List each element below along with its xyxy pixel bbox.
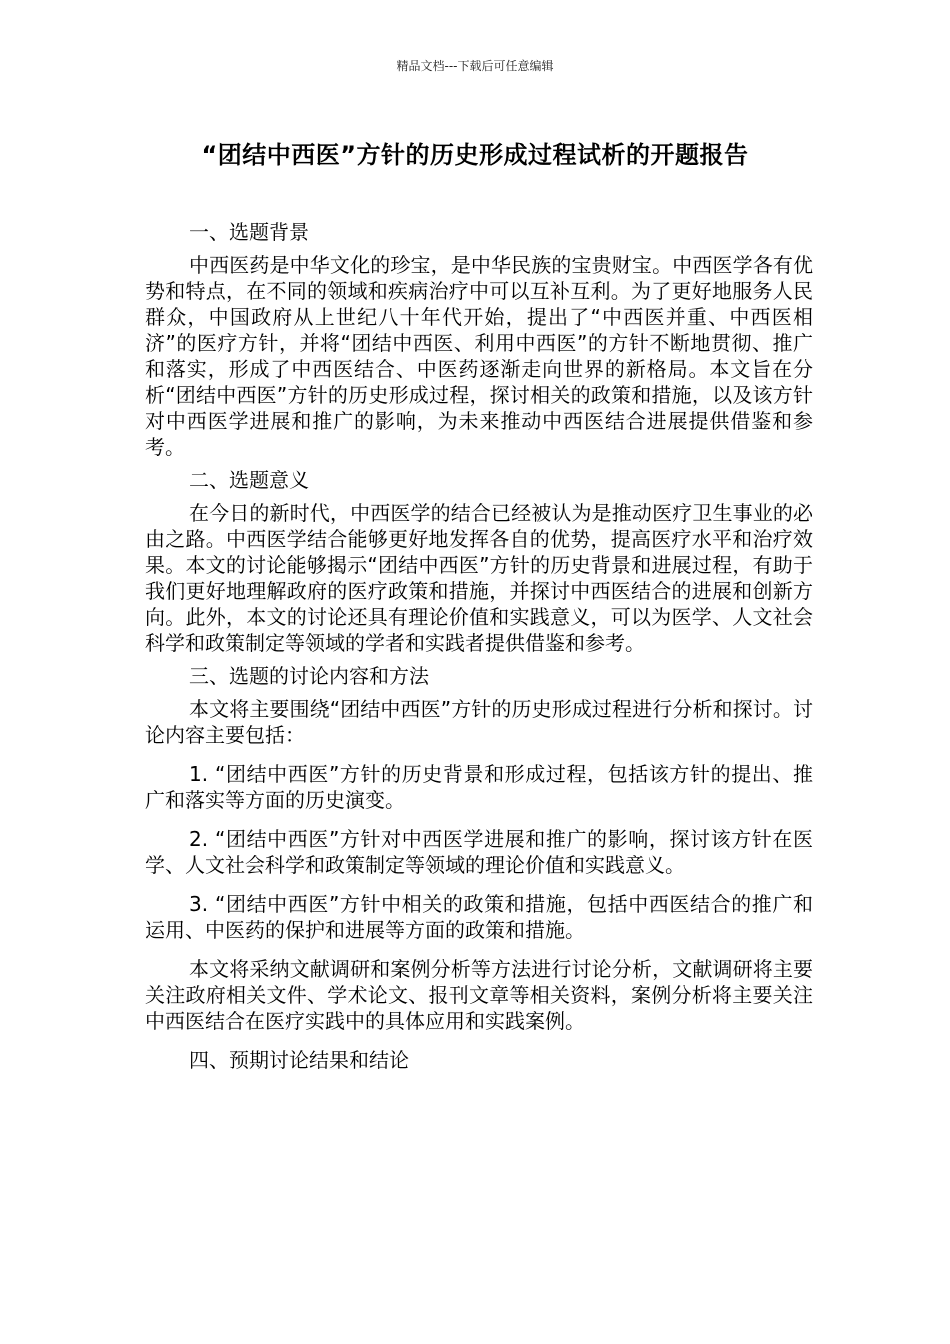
section-heading-background: 一、选题背景 <box>189 220 309 244</box>
paragraph-significance: 在今日的新时代，中西医学的结合已经被认为是推动医疗卫生事业的必由之路。中西医学结合能够更好地发挥各自的优势，提高医疗水平和治疗效果。本文的讨论能够揭示“团结中西医”方针的历史背景和进展过程，有助于我们更好地理解政府的医疗政策和措施，并探讨中西医结合的进展和创新方向。此外，本文的讨论还具有理论价值和实践意义，可以为医学、人文社会科学和政策制定等领域的学者和实践者提供借鉴和参考。 <box>145 501 813 655</box>
list-item: 3. “团结中西医”方针中相关的政策和措施，包括中西医结合的推广和运用、中医药的保护和进展等方面的政策和措施。 <box>145 892 813 942</box>
page-header: 精品文档---下载后可任意编辑 <box>396 59 554 73</box>
list-item: 1. “团结中西医”方针的历史背景和形成过程，包括该方针的提出、推广和落实等方面的历史演变。 <box>145 762 813 812</box>
document-body <box>145 214 813 1080</box>
section-heading-significance: 二、选题意义 <box>189 468 309 492</box>
section-heading-expected-results: 四、预期讨论结果和结论 <box>189 1048 409 1072</box>
paragraph-content-intro: 本文将主要围绕“团结中西医”方针的历史形成过程进行分析和探讨。讨论内容主要包括： <box>145 697 813 747</box>
section-heading-content-method: 三、选题的讨论内容和方法 <box>189 664 429 688</box>
paragraph-background: 中西医药是中华文化的珍宝，是中华民族的宝贵财宝。中西医学各有优势和特点，在不同的领域和疾病治疗中可以互补互利。为了更好地服务人民群众，中国政府从上世纪八十年代开始，提出了“中西医并重、中西医相济”的医疗方针，并将“团结中西医、利用中西医”的方针不断地贯彻、推广和落实，形成了中西医结合、中医药逐渐走向世界的新格局。本文旨在分析“团结中西医”方针的历史形成过程，探讨相关的政策和措施，以及该方针对中西医学进展和推广的影响，为未来推动中西医结合进展提供借鉴和参考。 <box>145 253 813 459</box>
list-item: 2. “团结中西医”方针对中西医学进展和推广的影响，探讨该方针在医学、人文社会科学和政策制定等领域的理论价值和实践意义。 <box>145 827 813 877</box>
document-title: “团结中西医”方针的历史形成过程试析的开题报告 <box>201 141 749 169</box>
paragraph-method: 本文将采纳文献调研和案例分析等方法进行讨论分析，文献调研将主要关注政府相关文件、学术论文、报刊文章等相关资料，案例分析将主要关注中西医结合在医疗实践中的具体应用和实践案例。 <box>145 957 813 1033</box>
